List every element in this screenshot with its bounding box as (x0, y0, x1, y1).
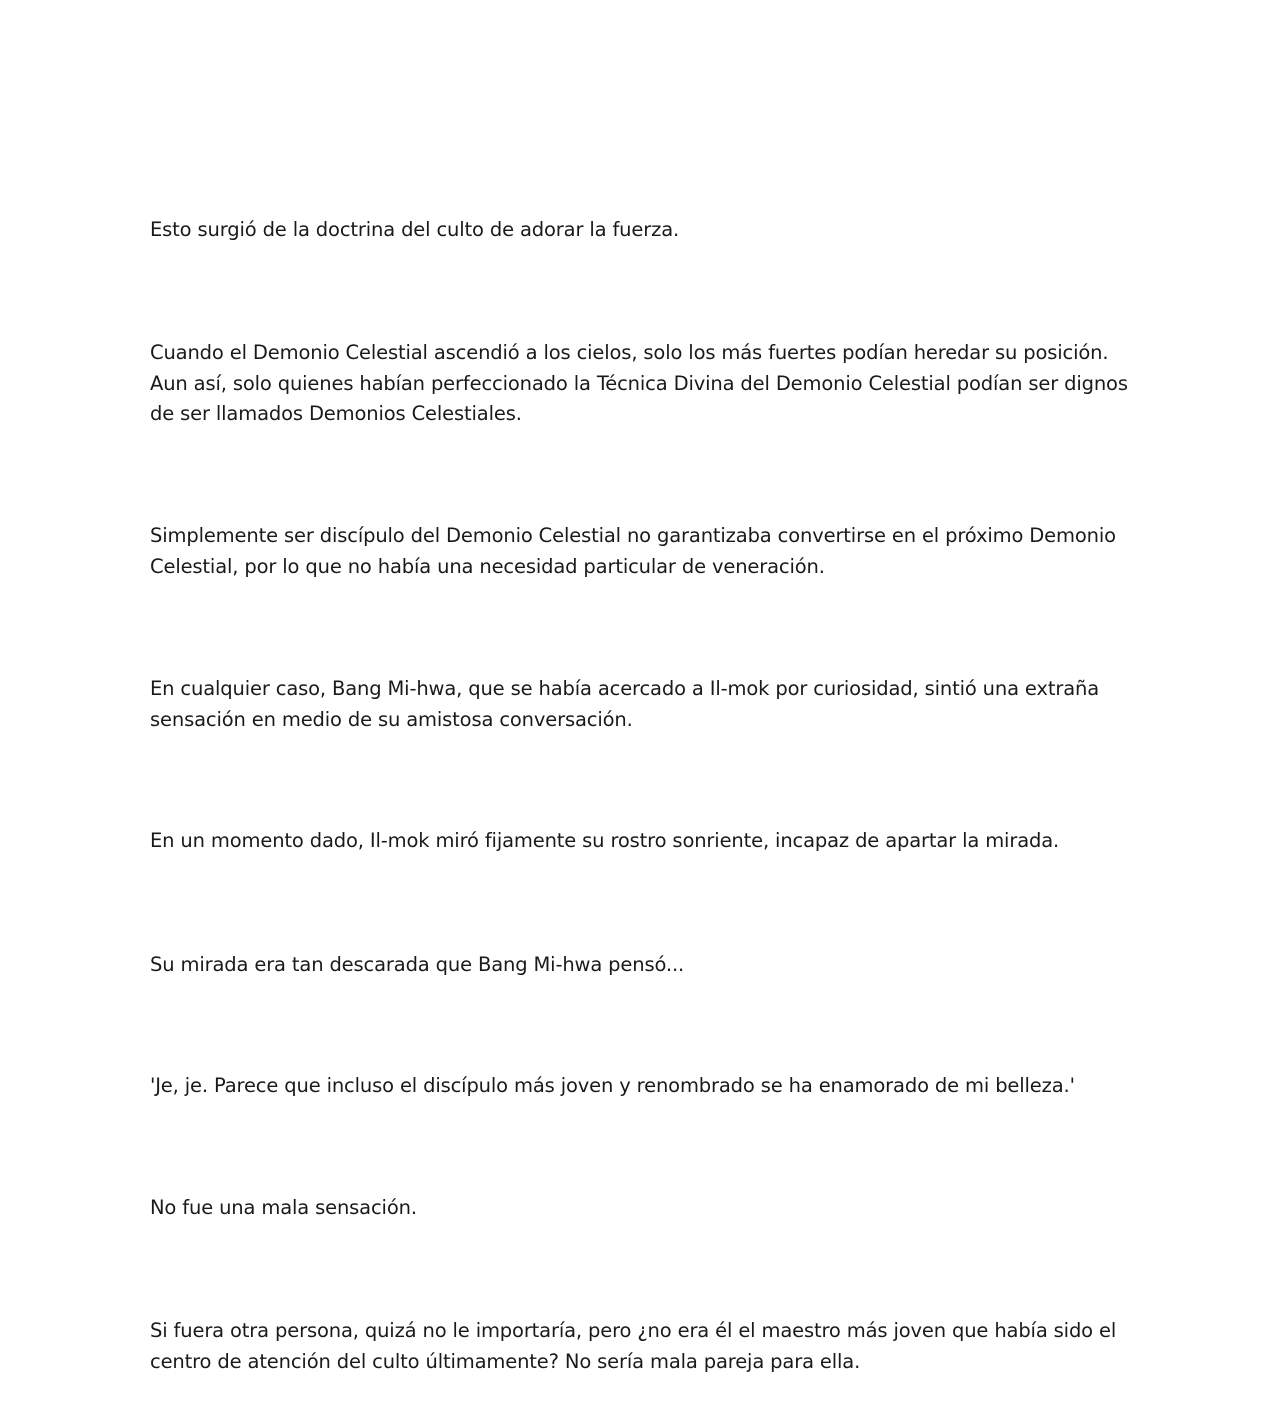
paragraph-5: En un momento dado, Il-mok miró fijamente su rostro sonriente, incapaz de apartar la mirada. (150, 829, 1060, 852)
paragraph-2: Cuando el Demonio Celestial ascendió a los cielos, solo los más fuertes podían heredar su posición. Aun así, solo quienes habían perfeccionado la Técnica Divina del Demonio Celestial podían ser dignos de ser llamados Demonios Celestiales. (150, 341, 1128, 425)
paragraph-6: Su mirada era tan descarada que Bang Mi-hwa pensó... (150, 953, 685, 976)
paragraph-7: 'Je, je. Parece que incluso el discípulo más joven y renombrado se ha enamorado de mi belleza.' (150, 1074, 1075, 1097)
paragraph-8: No fue una mala sensación. (150, 1196, 417, 1219)
paragraph-1: Esto surgió de la doctrina del culto de adorar la fuerza. (150, 218, 680, 241)
paragraph-9: Si fuera otra persona, quizá no le importaría, pero ¿no era él el maestro más joven que había sido el centro de atención del culto últimamente? No sería mala pareja para ella. (150, 1319, 1117, 1373)
paragraph-3: Simplemente ser discípulo del Demonio Celestial no garantizaba convertirse en el próximo Demonio Celestial, por lo que no había una necesidad particular de veneración. (150, 524, 1116, 578)
paragraph-4: En cualquier caso, Bang Mi-hwa, que se había acercado a Il-mok por curiosidad, sintió una extraña sensación en medio de su amistosa conversación. (150, 677, 1099, 731)
